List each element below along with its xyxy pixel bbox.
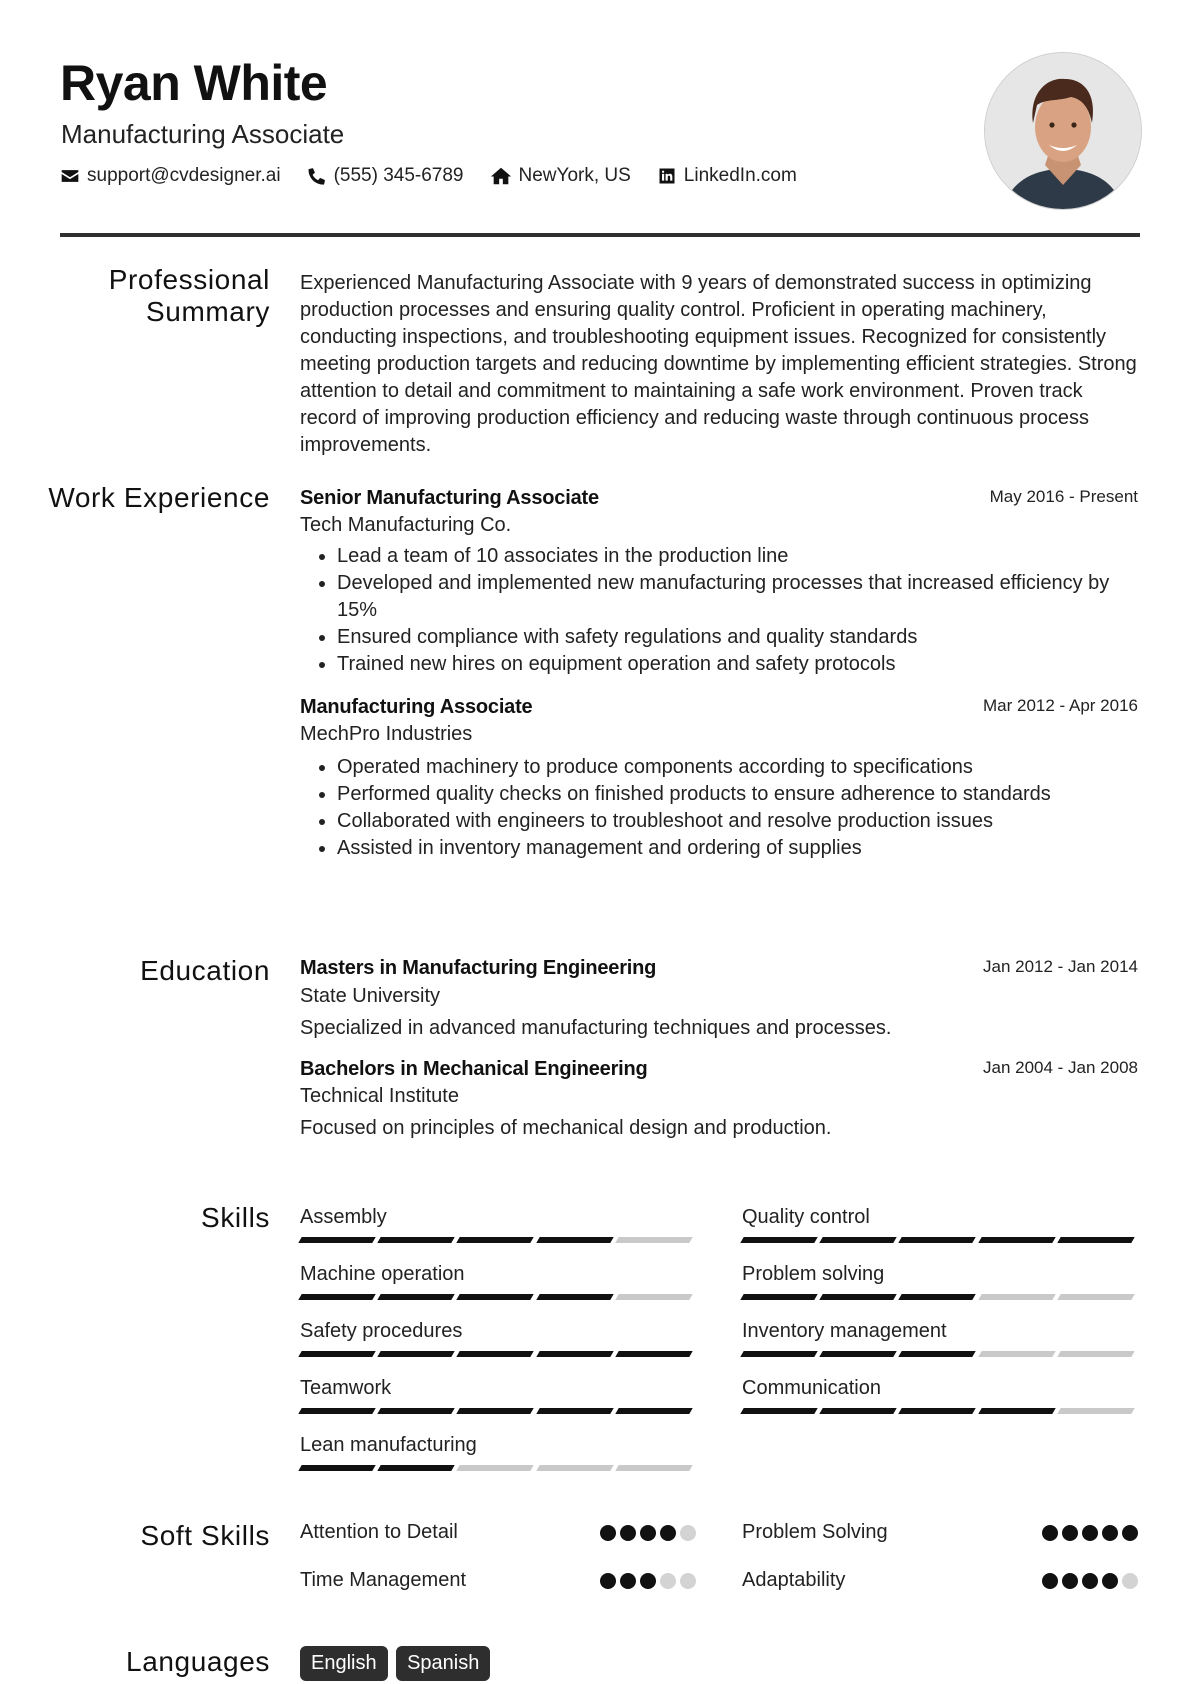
profile-photo — [985, 53, 1141, 209]
rating-dot — [1122, 1573, 1138, 1589]
degree-title: Masters in Manufacturing Engineering — [300, 957, 657, 979]
skill-level-segment — [377, 1237, 455, 1243]
education-item — [300, 955, 1138, 1042]
skill-level-segment — [536, 1294, 614, 1300]
skill-level-segment — [1057, 1294, 1135, 1300]
skill-name: Assembly — [300, 1206, 387, 1228]
soft-skill-item — [742, 1521, 1138, 1544]
skill-level-segment — [740, 1351, 818, 1357]
section-title-experience: Work Experience — [48, 482, 270, 513]
skill-level-segment — [978, 1294, 1056, 1300]
skill-name: Inventory management — [742, 1320, 947, 1342]
job-company: MechPro Industries — [300, 723, 473, 745]
skill-level-segment — [615, 1408, 693, 1414]
experience-item — [300, 485, 1138, 678]
section-title-soft-skills: Soft Skills — [140, 1520, 270, 1551]
skill-level-segment — [457, 1294, 535, 1300]
skill-name: Quality control — [742, 1206, 870, 1228]
rating-dot — [660, 1573, 676, 1589]
education-dates: Jan 2004 - Jan 2008 — [982, 1058, 1138, 1077]
job-company: Tech Manufacturing Co. — [300, 514, 512, 536]
skill-level-segment — [377, 1465, 455, 1471]
section-title-education: Education — [140, 955, 270, 986]
rating-dot — [1102, 1525, 1118, 1541]
candidate-title: Manufacturing Associate — [61, 119, 345, 149]
skill-item — [300, 1318, 696, 1357]
section-title-languages: Languages — [126, 1646, 270, 1677]
rating-dot — [680, 1573, 696, 1589]
skill-level-segment — [899, 1408, 977, 1414]
rating-dot — [620, 1573, 636, 1589]
job-bullet: • Lead a team of 10 associates in the production line — [337, 543, 1138, 570]
rating-dot — [640, 1525, 656, 1541]
skill-item — [300, 1204, 696, 1243]
avatar — [984, 52, 1142, 210]
education-list — [300, 955, 1138, 1142]
skill-level-segment — [377, 1294, 455, 1300]
soft-skill-rating — [596, 1525, 696, 1541]
rating-dot — [1122, 1525, 1138, 1541]
skill-level-segment — [298, 1465, 376, 1471]
skill-level-segment — [1057, 1351, 1135, 1357]
skill-level-bars — [300, 1408, 696, 1414]
skill-name: Safety procedures — [300, 1320, 463, 1342]
section-title-skills: Skills — [201, 1202, 270, 1233]
skill-level-segment — [615, 1294, 693, 1300]
soft-skill-name: Attention to Detail — [300, 1521, 458, 1543]
skill-level-bars — [300, 1294, 696, 1300]
skill-level-bars — [742, 1294, 1138, 1300]
skill-level-segment — [377, 1408, 455, 1414]
job-bullet: • Collaborated with engineers to troubleshoot and resolve production issues — [337, 808, 1138, 835]
skill-level-segment — [819, 1351, 897, 1357]
skill-level-segment — [978, 1408, 1056, 1414]
contact-phone[interactable] — [307, 165, 464, 187]
languages-list — [300, 1646, 1138, 1681]
rating-dot — [640, 1573, 656, 1589]
contact-bar — [60, 165, 823, 187]
job-bullet: • Ensured compliance with safety regulations and quality standards — [337, 624, 1138, 651]
degree-title: Bachelors in Mechanical Engineering — [300, 1058, 648, 1080]
skill-level-segment — [819, 1237, 897, 1243]
job-bullets — [300, 543, 1138, 678]
skill-level-segment — [819, 1294, 897, 1300]
skill-level-segment — [740, 1294, 818, 1300]
rating-dot — [660, 1525, 676, 1541]
candidate-name: Ryan White — [60, 55, 328, 111]
skill-name: Lean manufacturing — [300, 1434, 477, 1456]
school-name: Technical Institute — [300, 1085, 459, 1107]
skill-level-bars — [300, 1351, 696, 1357]
summary-text: Experienced Manufacturing Associate with 9 years of demonstrated success in optimizing production processes and ensuring quality control. Proficient in operating machinery, conducting inspections, and troubleshooting equipment issues. Recognized for consistently meeting production targets and reducing downtime by implementing efficient strategies. Strong attention to detail and commitment to maintaining a safe work environment. Proven track record of improving production efficiency and reducing waste through continuous process improvements. — [300, 272, 1137, 456]
skill-name: Problem solving — [742, 1263, 885, 1285]
rating-dot — [600, 1573, 616, 1589]
skill-item — [742, 1375, 1138, 1414]
school-name: State University — [300, 985, 441, 1007]
skill-level-segment — [298, 1237, 376, 1243]
skill-level-segment — [298, 1408, 376, 1414]
rating-dot — [1042, 1573, 1058, 1589]
skill-level-segment — [1057, 1237, 1135, 1243]
skill-level-segment — [457, 1351, 535, 1357]
rating-dot — [1082, 1525, 1098, 1541]
skill-item — [300, 1375, 696, 1414]
skill-level-segment — [899, 1237, 977, 1243]
rating-dot — [1062, 1525, 1078, 1541]
contact-linkedin-text: LinkedIn.com — [683, 165, 797, 186]
soft-skill-rating — [596, 1573, 696, 1589]
skill-name: Communication — [742, 1377, 881, 1399]
soft-skill-item — [742, 1569, 1138, 1592]
skill-level-segment — [899, 1294, 977, 1300]
skill-level-bars — [300, 1237, 696, 1243]
skill-item — [742, 1318, 1138, 1357]
skill-level-segment — [457, 1237, 535, 1243]
skill-level-bars — [300, 1465, 696, 1471]
contact-email[interactable] — [60, 165, 281, 187]
phone-icon — [307, 166, 327, 186]
job-bullet: • Performed quality checks on finished products to ensure adherence to standards — [337, 781, 1138, 808]
education-description: Focused on principles of mechanical design and production. — [300, 1117, 832, 1139]
job-bullets — [300, 754, 1138, 862]
soft-skill-rating — [1038, 1573, 1138, 1589]
linkedin-icon — [657, 166, 677, 186]
skill-name: Teamwork — [300, 1377, 392, 1399]
rating-dot — [600, 1525, 616, 1541]
skill-item — [742, 1261, 1138, 1300]
skill-level-segment — [740, 1237, 818, 1243]
contact-phone-text: (555) 345-6789 — [333, 165, 464, 186]
skill-level-segment — [298, 1294, 376, 1300]
contact-email-text: support@cvdesigner.ai — [87, 165, 281, 186]
contact-linkedin[interactable] — [657, 165, 797, 187]
skill-item — [300, 1261, 696, 1300]
skill-level-segment — [377, 1351, 455, 1357]
soft-skill-name: Adaptability — [742, 1569, 846, 1591]
skill-level-segment — [536, 1408, 614, 1414]
job-dates: May 2016 - Present — [989, 487, 1138, 506]
job-dates: Mar 2012 - Apr 2016 — [983, 696, 1138, 715]
skill-level-segment — [740, 1408, 818, 1414]
rating-dot — [1082, 1573, 1098, 1589]
skill-level-segment — [536, 1465, 614, 1471]
section-title-summary: Professional Summary — [108, 264, 270, 327]
soft-skill-name: Time Management — [300, 1569, 466, 1591]
skill-item — [300, 1432, 696, 1471]
rating-dot — [1102, 1573, 1118, 1589]
skill-level-segment — [615, 1465, 693, 1471]
education-dates: Jan 2012 - Jan 2014 — [982, 957, 1138, 976]
experience-list — [300, 485, 1138, 862]
skill-level-bars — [742, 1237, 1138, 1243]
job-title: Senior Manufacturing Associate — [300, 487, 599, 509]
contact-location — [490, 165, 631, 187]
rating-dot — [1062, 1573, 1078, 1589]
skill-level-bars — [742, 1408, 1138, 1414]
education-item — [300, 1056, 1138, 1142]
header-divider — [60, 233, 1140, 237]
language-badge: Spanish — [396, 1646, 490, 1681]
skill-level-segment — [536, 1237, 614, 1243]
soft-skill-item — [300, 1569, 696, 1592]
skill-name: Machine operation — [300, 1263, 465, 1285]
contact-location-text: NewYork, US — [518, 165, 631, 186]
skill-level-segment — [978, 1351, 1056, 1357]
rating-dot — [1042, 1525, 1058, 1541]
skill-item — [742, 1204, 1138, 1243]
skill-level-segment — [1057, 1408, 1135, 1414]
home-icon — [490, 165, 512, 187]
skill-level-segment — [536, 1351, 614, 1357]
soft-skill-item — [300, 1521, 696, 1544]
skill-level-segment — [819, 1408, 897, 1414]
experience-item — [300, 694, 1138, 862]
soft-skill-name: Problem Solving — [742, 1521, 888, 1543]
job-bullet: • Trained new hires on equipment operation and safety protocols — [337, 651, 1138, 678]
envelope-icon — [60, 166, 80, 186]
skill-level-segment — [978, 1237, 1056, 1243]
skill-level-bars — [742, 1351, 1138, 1357]
skill-level-segment — [457, 1465, 535, 1471]
rating-dot — [620, 1525, 636, 1541]
job-bullet: • Operated machinery to produce components according to specifications — [337, 754, 1138, 781]
skill-level-segment — [615, 1351, 693, 1357]
rating-dot — [680, 1525, 696, 1541]
skill-level-segment — [457, 1408, 535, 1414]
job-bullet: • Developed and implemented new manufacturing processes that increased efficiency by 15% — [337, 570, 1138, 624]
language-badge: English — [300, 1646, 388, 1681]
skill-level-segment — [298, 1351, 376, 1357]
education-description: Specialized in advanced manufacturing techniques and processes. — [300, 1017, 892, 1039]
job-bullet: • Assisted in inventory management and ordering of supplies — [337, 835, 1138, 862]
soft-skill-rating — [1038, 1525, 1138, 1541]
skill-level-segment — [899, 1351, 977, 1357]
job-title: Manufacturing Associate — [300, 696, 533, 718]
skill-level-segment — [615, 1237, 693, 1243]
